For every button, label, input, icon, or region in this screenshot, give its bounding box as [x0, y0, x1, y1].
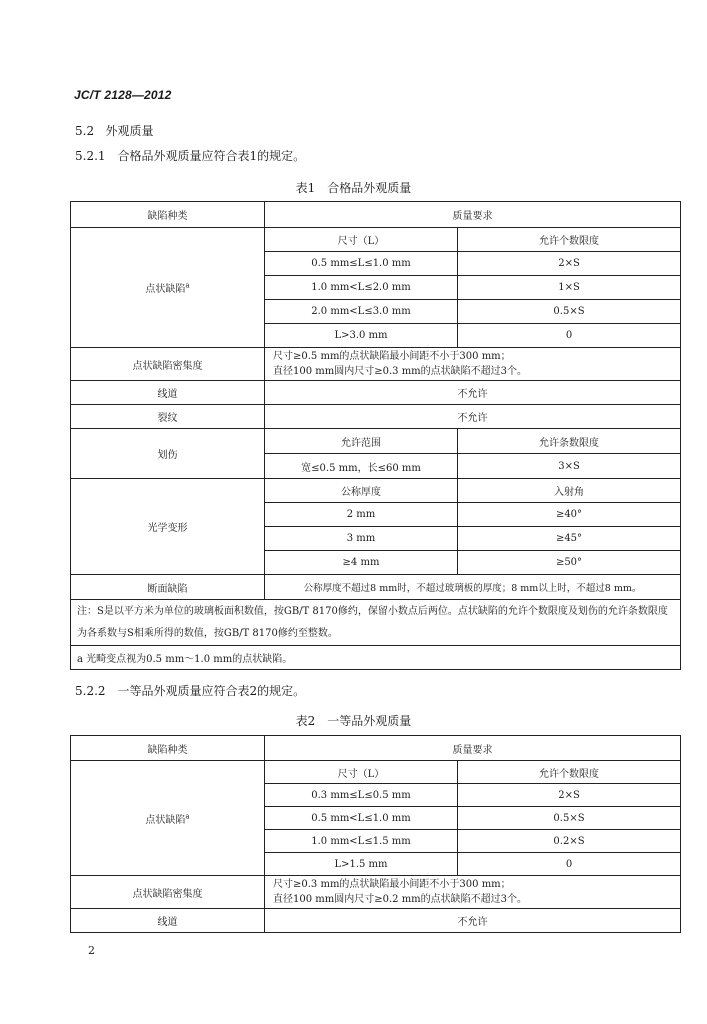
table2-density-text: 尺寸≥0.3 mm的点状缺陷最小间距不小于300 mm； 直径100 mm圆内尺寸≥0.2 mm的点状缺陷不超过3个。 — [265, 876, 681, 909]
table1-optical-thickness: 3 mm — [265, 527, 458, 551]
table1-footnote: a 光畸变点视为0.5 mm～1.0 mm的点状缺陷。 — [71, 646, 681, 670]
table2-line-label: 线道 — [71, 909, 265, 933]
table1-point-size: L>3.0 mm — [265, 324, 458, 348]
table1-point-defect-label: 点状缺陷$^a$ — [71, 228, 265, 348]
table2-point-limit: 2×S — [458, 784, 681, 807]
clause-5-2-1: 5.2.1 合格品外观质量应符合表1的规定。 — [75, 149, 306, 163]
table1-scratch-label: 划伤 — [71, 429, 265, 479]
table2 — [70, 735, 681, 933]
table1-scratch-range: 宽≤0.5 mm，长≤60 mm — [265, 454, 458, 479]
table1-point-size: 2.0 mm<L≤3.0 mm — [265, 300, 458, 324]
table2-point-limit: 0.5×S — [458, 807, 681, 830]
table2-point-limit: 0.2×S — [458, 830, 681, 853]
table1-point-limit: 0 — [458, 324, 681, 348]
table2-head-defect: 缺陷种类 — [71, 736, 265, 761]
table2-point-size: 1.0 mm<L≤1.5 mm — [265, 830, 458, 853]
table1-point-limit: 2×S — [458, 252, 681, 276]
table2-point-limit: 0 — [458, 853, 681, 876]
table1-line-value: 不允许 — [265, 381, 681, 405]
table1-caption: 表1 合格品外观质量 — [295, 181, 412, 195]
table2-point-col-size: 尺寸（L） — [265, 761, 458, 784]
table1-point-col-size: 尺寸（L） — [265, 228, 458, 252]
table1-scratch-limit: 3×S — [458, 454, 681, 479]
table2-line-value: 不允许 — [265, 909, 681, 933]
table1 — [70, 201, 681, 670]
table1-edge-value: 公称厚度不超过8 mm时，不超过玻璃板的厚度；8 mm以上时，不超过8 mm。 — [265, 575, 681, 600]
table2-point-col-limit: 允许个数限度 — [458, 761, 681, 784]
table1-head-requirement: 质量要求 — [265, 202, 681, 228]
standard-number: JC/T 2128—2012 — [74, 88, 172, 102]
table2-point-size: 0.5 mm<L≤1.0 mm — [265, 807, 458, 830]
table1-density-label: 点状缺陷密集度 — [71, 348, 265, 381]
table1-line-label: 线道 — [71, 381, 265, 405]
table2-density-label: 点状缺陷密集度 — [71, 876, 265, 909]
clause-5-2-2: 5.2.2 一等品外观质量应符合表2的规定。 — [75, 684, 306, 698]
table1-scratch-col-limit: 允许条数限度 — [458, 429, 681, 454]
table1-point-size: 0.5 mm≤L≤1.0 mm — [265, 252, 458, 276]
table2-caption: 表2 一等品外观质量 — [295, 714, 412, 728]
table1-point-col-limit: 允许个数限度 — [458, 228, 681, 252]
table1-crack-value: 不允许 — [265, 405, 681, 429]
table1-optical-thickness: 2 mm — [265, 503, 458, 527]
table1-note: 注：S是以平方米为单位的玻璃板面积数值，按GB/T 8170修约，保留小数点后两位。点状缺陷的允许个数限度及划伤的允许条数限度为各系数与S相乘所得的数值，按GB/T 8170修约至整数。 — [71, 600, 681, 646]
table1-optical-label: 光学变形 — [71, 479, 265, 575]
table1-scratch-col-range: 允许范围 — [265, 429, 458, 454]
section-heading — [75, 122, 154, 139]
table1-crack-label: 裂纹 — [71, 405, 265, 429]
table2-point-defect-label: 点状缺陷$^a$ — [71, 761, 265, 876]
section-number: 5.2 — [75, 124, 95, 138]
table1-optical-col-thickness: 公称厚度 — [265, 479, 458, 503]
table1-head-defect: 缺陷种类 — [71, 202, 265, 228]
table1-optical-thickness: ≥4 mm — [265, 551, 458, 575]
section-title: 外观质量 — [105, 124, 154, 138]
table1-edge-label: 断面缺陷 — [71, 575, 265, 600]
table2-head-requirement: 质量要求 — [265, 736, 681, 761]
table1-optical-angle: ≥50° — [458, 551, 681, 575]
table1-optical-angle: ≥45° — [458, 527, 681, 551]
table1-point-limit: 1×S — [458, 276, 681, 300]
table1-density-text: 尺寸≥0.5 mm的点状缺陷最小间距不小于300 mm； 直径100 mm圆内尺寸≥0.3 mm的点状缺陷不超过3个。 — [265, 348, 681, 381]
table1-point-size: 1.0 mm<L≤2.0 mm — [265, 276, 458, 300]
table2-point-size: 0.3 mm≤L≤0.5 mm — [265, 784, 458, 807]
table2-point-size: L>1.5 mm — [265, 853, 458, 876]
page-number: 2 — [88, 944, 95, 957]
table1-optical-col-angle: 入射角 — [458, 479, 681, 503]
table1-point-limit: 0.5×S — [458, 300, 681, 324]
table1-optical-angle: ≥40° — [458, 503, 681, 527]
